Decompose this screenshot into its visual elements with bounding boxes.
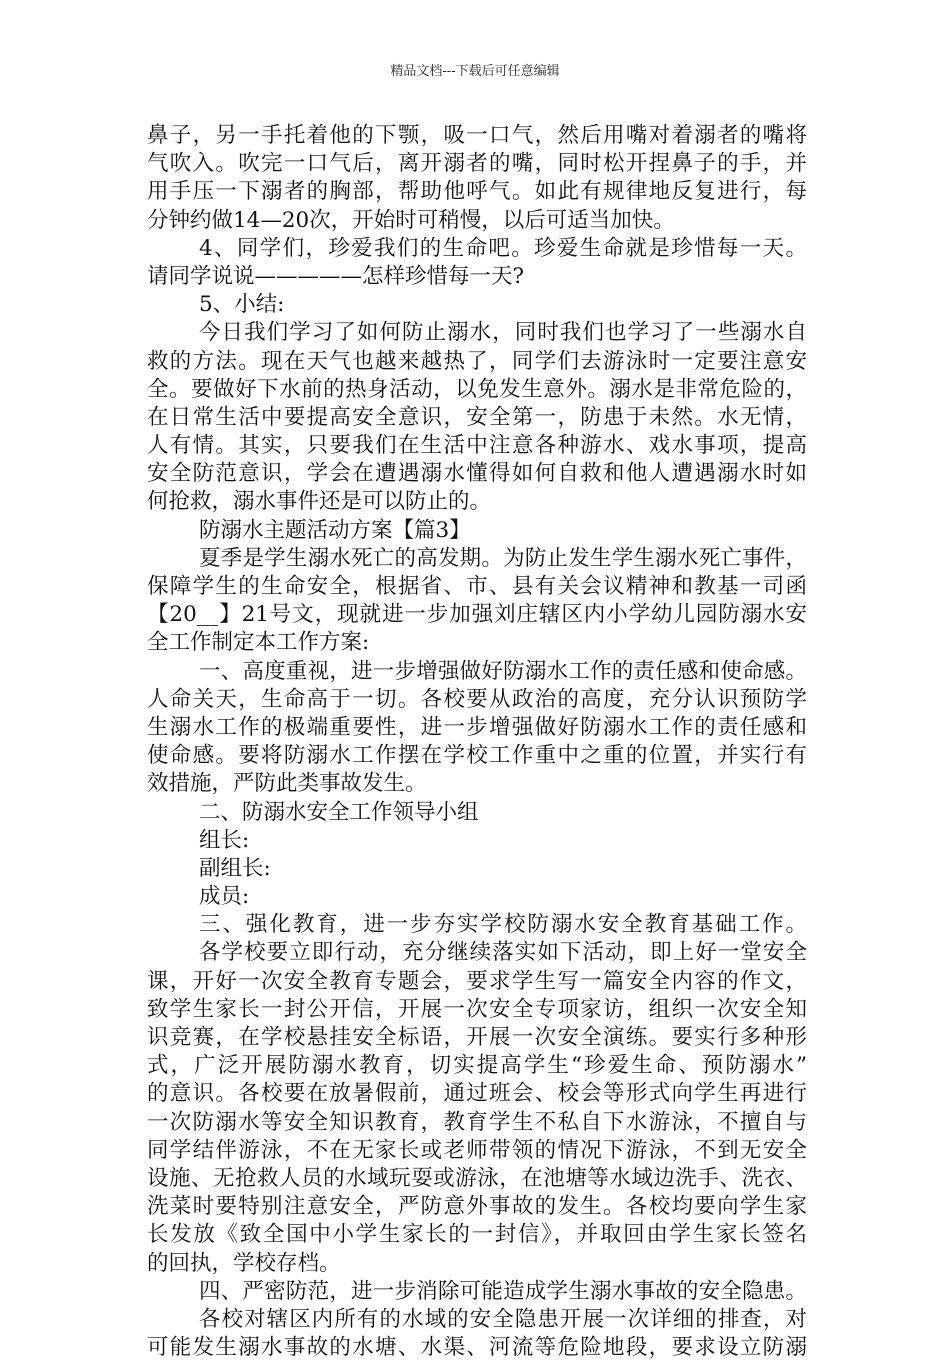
text-line: 的回执，学校存档。: [147, 1250, 341, 1276]
text-line: 安全防范意识，学会在遭遇溺水懂得如何自救和他人遭遇溺水时如: [147, 461, 807, 487]
text-line: 全。要做好下水前的热身活动，以免发生意外。溺水是非常危险的，: [147, 376, 807, 402]
text-line: 气吹入。吹完一口气后，离开溺者的嘴，同时松开捏鼻子的手，并: [147, 151, 807, 177]
text-line: 今日我们学习了如何防止溺水，同时我们也学习了一些溺水自: [199, 320, 807, 346]
text-line: 组长:: [199, 827, 250, 853]
text-line: 分钟约做14—20次，开始时可稍慢，以后可适当加快。: [147, 207, 675, 233]
text-line: 式，广泛开展防溺水教育，切实提高学生“珍爱生命、预防溺水”: [147, 1053, 807, 1079]
text-line: 的意识。各校要在放暑假前，通过班会、校会等形式向学生再进行: [147, 1081, 807, 1107]
text-line: 生溺水工作的极端重要性，进一步增强做好防溺水工作的责任感和: [147, 714, 807, 740]
text-line: 可能发生溺水事故的水塘、水渠、河流等危险地段，要求设立防溺: [147, 1335, 807, 1361]
text-line: 课，开好一次安全教育专题会，要求学生写一篇安全内容的作文，: [147, 968, 807, 994]
text-line: 4、同学们，珍爱我们的生命吧。珍爱生命就是珍惜每一天。: [199, 235, 807, 261]
text-line: 人有情。其实，只要我们在生活中注意各种游水、戏水事项，提高: [147, 433, 807, 459]
text-line: 各校对辖区内所有的水域的安全隐患开展一次详细的排查，对: [199, 1306, 807, 1332]
page-header: 精品文档---下载后可任意编辑: [390, 64, 560, 79]
text-line: 全工作制定本工作方案:: [147, 630, 370, 656]
text-line: 保障学生的生命安全，根据省、市、县有关会议精神和教基一司函: [147, 574, 807, 599]
text-line: 夏季是学生溺水死亡的高发期。为防止发生学生溺水死亡事件，: [199, 545, 807, 571]
text-line: 一、高度重视，进一步增强做好防溺水工作的责任感和使命感。: [199, 658, 807, 684]
text-line: 成员:: [199, 884, 250, 910]
text-line: 洗菜时要特别注意安全，严防意外事故的发生。各校均要向学生家: [147, 1194, 807, 1220]
text-line: 副组长:: [199, 855, 271, 881]
text-line: 三、强化教育，进一步夯实学校防溺水安全教育基础工作。: [199, 912, 807, 938]
text-line: 请同学说说—————怎样珍惜每一天?: [147, 263, 525, 289]
text-line: 使命感。要将防溺水工作摆在学校工作重中之重的位置，并实行有: [147, 743, 807, 769]
text-line: 鼻子，另一手托着他的下颚，吸一口气，然后用嘴对着溺者的嘴将: [147, 123, 807, 148]
section-heading: 防溺水主题活动方案【篇3】: [199, 517, 471, 543]
text-line: 设施、无抢救人员的水域玩耍或游泳，在池塘等水域边洗手、洗衣、: [147, 1165, 807, 1191]
text-line: 5、小结:: [199, 292, 285, 318]
text-line: 致学生家长一封公开信，开展一次安全专项家访，组织一次安全知: [147, 996, 807, 1022]
text-line: 人命关天，生命高于一切。各校要从政治的高度，充分认识预防学: [147, 686, 807, 712]
text-line: 四、严密防范，进一步消除可能造成学生溺水事故的安全隐患。: [199, 1278, 807, 1304]
text-line: 同学结伴游泳，不在无家长或老师带领的情况下游泳，不到无安全: [147, 1137, 807, 1163]
text-line: 何抢救，溺水事件还是可以防止的。: [147, 489, 492, 515]
text-line: 识竞赛，在学校悬挂安全标语，开展一次安全演练。要实行多种形: [147, 1025, 807, 1050]
text-line: 救的方法。现在天气也越来越热了，同学们去游泳时一定要注意安: [147, 348, 807, 374]
document-body: [147, 122, 807, 1362]
text-line: 二、防溺水安全工作领导小组: [199, 799, 479, 825]
text-line: 效措施，严防此类事故发生。: [147, 771, 427, 797]
text-line: 用手压一下溺者的胸部，帮助他呼气。如此有规律地反复进行，每: [147, 179, 807, 205]
text-line: 一次防溺水等安全知识教育，教育学生不私自下水游泳，不擅自与: [147, 1109, 807, 1135]
text-line: 在日常生活中要提高安全意识，安全第一，防患于未然。水无情，: [147, 404, 807, 430]
text-line: 各学校要立即行动，充分继续落实如下活动，即上好一堂安全: [199, 940, 807, 966]
text-line: 长发放《致全国中小学生家长的一封信》，并取回由学生家长签名: [147, 1222, 807, 1248]
text-line: 【20__】21号文，现就进一步加强刘庄辖区内小学幼儿园防溺水安: [147, 602, 807, 628]
